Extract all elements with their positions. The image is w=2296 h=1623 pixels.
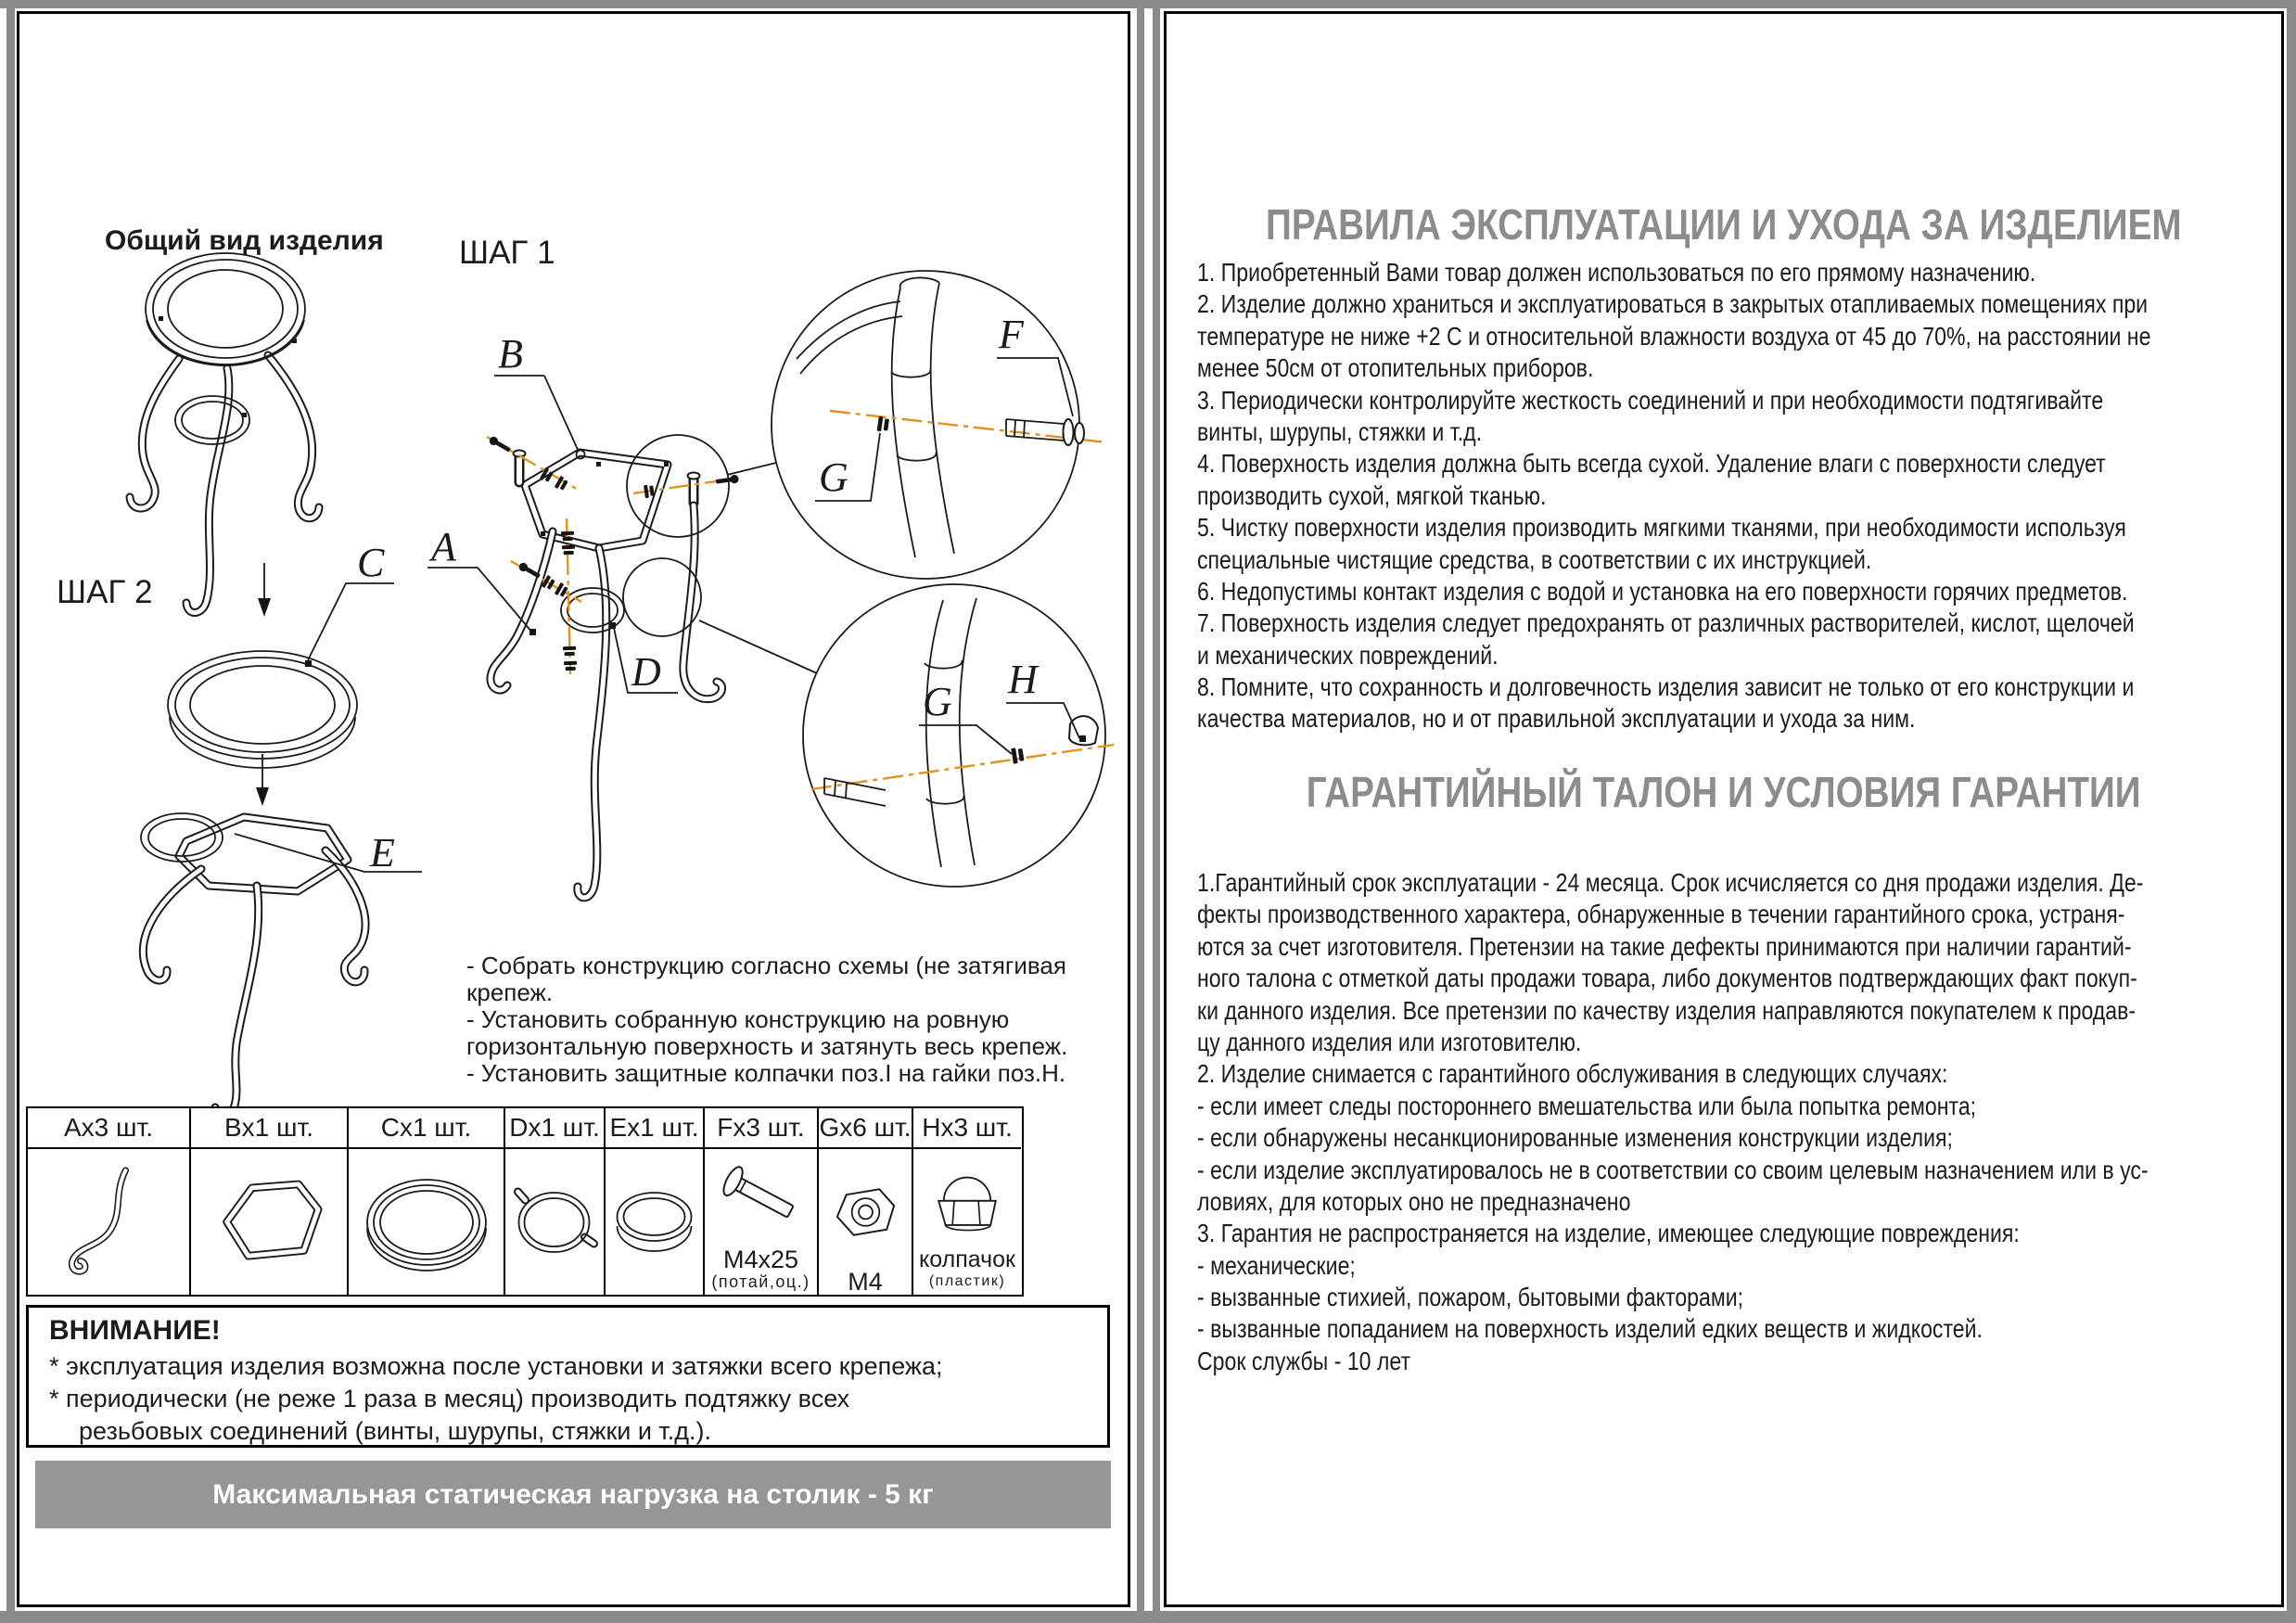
rules-title: ПРАВИЛА ЭКСПЛУАТАЦИИ И УХОДА ЗА ИЗДЕЛИЕМ	[1266, 200, 2182, 249]
part-callout-f	[997, 312, 1073, 416]
text-line: - Установить собранную конструкцию на ровную	[466, 1005, 1010, 1033]
part-callout-b	[494, 331, 585, 459]
part-label-c: C	[357, 540, 385, 585]
text-line: * периодически (не реже 1 раза в месяц) производить подтяжку всех	[49, 1385, 850, 1412]
parts-column-a	[28, 1108, 191, 1295]
parts-column-b	[191, 1108, 349, 1295]
part-label-h: H	[1008, 657, 1038, 702]
parts-header-h: Hx3 шт.	[913, 1108, 1021, 1149]
scan-strip-top	[0, 0, 2296, 8]
page-assembly-instructions	[17, 11, 1130, 1607]
ring-part-icon	[610, 1149, 699, 1295]
text-line: температуре не ниже +2 С и относительной влажности воздуха от 45 до 70%, на расстоянии не	[1197, 321, 2151, 351]
part-label-e: E	[370, 830, 395, 875]
leader-target-square	[305, 660, 312, 667]
detail-circle-2	[803, 584, 1114, 887]
hex-frame-part-icon	[199, 1149, 338, 1295]
text-line: 8. Помните, что сохранность и долговечность изделия зависит не только от его конструкции и	[1197, 672, 2135, 702]
parts-header-d: Dx1 шт.	[505, 1108, 604, 1149]
warranty-title: ГАРАНТИЙНЫЙ ТАЛОН И УСЛОВИЯ ГАРАНТИИ	[1307, 768, 2141, 816]
text-line: резьбовых соединений (винты, шурупы, стяжки и т.д.).	[79, 1417, 712, 1445]
parts-header-f: Fx3 шт.	[705, 1108, 817, 1149]
parts-column-e	[606, 1108, 705, 1295]
step1-drawing	[427, 271, 1114, 898]
warning-title: ВНИМАНИЕ!	[49, 1315, 221, 1346]
scan-strip-right	[2287, 0, 2296, 1623]
rules-title-row	[1167, 199, 2281, 249]
general-view-drawing	[130, 253, 319, 613]
nut-size-caption: M4	[848, 1268, 883, 1296]
warning-box	[26, 1305, 1110, 1448]
text-line: 2. Изделие снимается с гарантийного обслуживания в следующих случаях:	[1197, 1059, 1948, 1089]
text-line: * эксплуатация изделия возможна после установки и затяжки всего крепежа;	[49, 1352, 943, 1380]
text-line: - вызванные попаданием на поверхность изделий едких веществ и жидкостей.	[1197, 1314, 1983, 1344]
parts-header-a: Ax3 шт.	[28, 1108, 189, 1149]
text-line: - если обнаружены несанкционированные изменения конструкции изделия;	[1197, 1123, 1953, 1153]
max-load-label: Максимальная статическая нагрузка на столик - 5 кг	[212, 1478, 934, 1510]
text-line: - Установить защитные колпачки поз.I на гайки поз.H.	[466, 1059, 1066, 1087]
text-line: горизонтальную поверхность и затянуть весь крепеж.	[466, 1032, 1068, 1060]
part-callout-a	[427, 524, 536, 635]
text-line: - если имеет следы постороннего вмешательства или была попытка ремонта;	[1197, 1091, 1977, 1120]
part-label-b: B	[498, 331, 523, 377]
warranty-title-row	[1167, 767, 2281, 817]
parts-column-f	[705, 1108, 819, 1295]
text-line: ловиях, для которых оно не предназначено	[1197, 1186, 1631, 1216]
parts-column-h	[913, 1108, 1021, 1295]
step2-drawing	[141, 540, 422, 1118]
part-label-g2: G	[923, 679, 952, 724]
text-line: Срок службы - 10 лет	[1197, 1346, 1411, 1375]
text-line: цу данного изделия или изготовителю.	[1197, 1027, 1582, 1056]
scan-strip-bottom	[0, 1611, 2296, 1623]
max-load-bar	[35, 1461, 1111, 1528]
text-line: ного талона с отметкой даты продажи товара, либо документов подтверждающих факт покуп-	[1197, 964, 2137, 993]
parts-table	[26, 1106, 1024, 1297]
text-line: - если изделие эксплуатировалось не в соответствии со своим целевым назначением или в ус-	[1197, 1155, 2149, 1184]
rules-text	[1197, 257, 2296, 735]
text-line: 6. Недопустимы контакт изделия с водой и установка на его поверхности горячих предметов.	[1197, 576, 2128, 606]
scan-strip-mid-left	[1137, 0, 1144, 1623]
text-line: 3. Периодически контролируйте жесткость соединений и при необходимости подтягивайте	[1197, 385, 2104, 415]
rim-part-icon	[357, 1149, 496, 1295]
parts-column-g	[819, 1108, 913, 1295]
bolt-size-caption: M4x25	[722, 1246, 799, 1273]
part-callout-g2	[919, 679, 1012, 754]
cap-material-caption: (пластик)	[928, 1273, 1006, 1289]
text-line: - механические;	[1197, 1250, 1356, 1280]
text-line: 1. Приобретенный Вами товар должен использоваться по его прямому назначению.	[1197, 258, 2036, 287]
parts-column-c	[349, 1108, 505, 1295]
text-line: специальные чистящие средства, в соответствии с их инструкцией.	[1197, 544, 1872, 574]
part-label-g1: G	[819, 454, 848, 500]
step2-label: ШАГ 2	[57, 574, 153, 610]
text-line: 5. Чистку поверхности изделия производить мягкими тканями, при необходимости используя	[1197, 513, 2126, 543]
text-line: менее 50см от отопительных приборов.	[1197, 353, 1594, 383]
text-line: фекты производственного характера, обнаруженные в течении гарантийного срока, устраня-	[1197, 900, 2125, 929]
bolt-part-icon	[709, 1149, 813, 1246]
scan-strip-mid-right	[1153, 0, 1160, 1623]
small-ring-part-icon	[510, 1149, 599, 1295]
part-callout-h	[1006, 657, 1079, 738]
text-line: 7. Поверхность изделия следует предохранять от различных растворителей, кислот, щелочей	[1197, 608, 2135, 638]
text-line: винты, шурупы, стяжки и т.д.	[1197, 416, 1483, 446]
text-line: ки данного изделия. Все претензии по качеству изделия направляются покупателем к продав-	[1197, 995, 2137, 1025]
text-line: крепеж.	[466, 978, 554, 1006]
parts-header-c: Cx1 шт.	[349, 1108, 504, 1149]
text-line: 2. Изделие должно храниться и эксплуатироваться в закрытых отапливаемых помещениях при	[1197, 289, 2149, 319]
step1-label: ШАГ 1	[459, 235, 555, 271]
text-line: производить сухой, мягкой тканью.	[1197, 480, 1547, 510]
cap-part-icon	[925, 1149, 1009, 1246]
text-line: 3. Гарантия не распространяется на изделие, имеющее следующие повреждения:	[1197, 1219, 2020, 1248]
scan-strip-left	[6, 0, 15, 1623]
part-label-f: F	[999, 312, 1024, 357]
parts-header-g: Gx6 шт.	[819, 1108, 912, 1149]
detail-circle-1	[772, 271, 1106, 579]
text-line: и механических повреждений.	[1197, 640, 1499, 670]
text-line: 4. Поверхность изделия должна быть всегда сухой. Удаление влаги с поверхности следует	[1197, 449, 2106, 479]
cap-name-caption: колпачок	[919, 1246, 1015, 1272]
part-callout-d	[609, 622, 678, 695]
leg-part-icon	[53, 1149, 164, 1295]
text-line: - вызванные стихией, пожаром, бытовыми факторами;	[1197, 1283, 1744, 1312]
text-line: ются за счет изготовителя. Претензии на такие дефекты принимаются при наличии гарантий-	[1197, 931, 2132, 961]
parts-column-d	[505, 1108, 606, 1295]
text-line: - Собрать конструкцию согласно схемы (не затягивая	[466, 952, 1066, 979]
part-label-a: A	[431, 524, 456, 569]
bolt-type-caption: (потай,оц.)	[711, 1272, 810, 1291]
general-view-title: Общий вид изделия	[105, 225, 384, 256]
screw-axes	[487, 435, 741, 674]
warning-text	[49, 1350, 943, 1448]
parts-header-e: Ex1 шт.	[606, 1108, 703, 1149]
text-line: качества материалов, но и от правильной эксплуатации и ухода за ним.	[1197, 704, 1916, 734]
part-callout-g1	[815, 433, 880, 501]
warranty-text	[1197, 867, 2296, 1377]
nut-part-icon	[826, 1149, 904, 1269]
parts-header-b: Bx1 шт.	[191, 1108, 347, 1149]
part-callout-c	[308, 540, 394, 660]
text-line: 1.Гарантийный срок эксплуатации - 24 месяца. Срок исчисляется со дня продажи изделия. Де-	[1197, 868, 2144, 897]
page-rules-and-warranty	[1164, 11, 2284, 1607]
assembly-steps-text	[466, 952, 1067, 1087]
part-label-d: D	[631, 649, 661, 695]
